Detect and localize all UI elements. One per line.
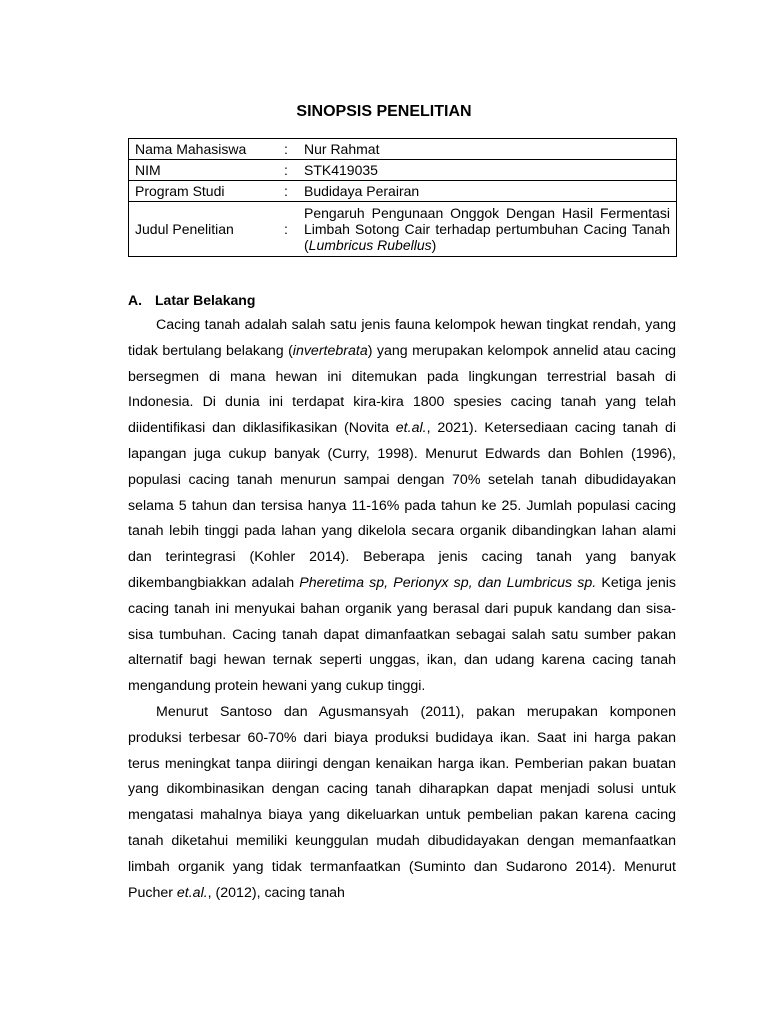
table-row [129,160,677,181]
info-table [128,138,677,257]
italic-run: invertebrata [292,342,368,359]
row-separator: : [284,139,294,160]
section-title: Latar Belakang [155,292,256,308]
text-run: Ketiga jenis cacing tanah ini menyukai bahan organik yang berasal dari pupuk kandang dan sisa-sisa tumbuhan. Cacing tanah dapat dimanfaatkan sebagai salah satu sumber pakan alternatif bagi hewan ternak seperti unggas, ikan, dan udang karena cacing tanah mengandung protein hewani yang cukup tinggi. [128,574,676,695]
row-label: Nama Mahasiswa [129,139,285,160]
row-separator: : [284,181,294,202]
row-label: Judul Penelitian [129,202,285,257]
title-text: Pengaruh Pengunaan Onggok Dengan Hasil Fermentasi Limbah Sotong Cair terhadap pertumbuhan Cacing Tanah ( [304,205,670,253]
table-row [129,139,677,160]
row-value: STK419035 [294,160,677,181]
section-heading [128,292,255,308]
paragraph-1 [128,313,676,700]
text-run: ) yang merupakan kelompok annelid atau cacing bersegmen di mana hewan ini ditemukan pada lingkungan terrestrial basah di Indonesia. Di dunia ini terdapat kira-kira 1800 spesies cacing tanah yang telah diidentifikasi dan diklasifikasikan (Novita [128,342,676,437]
body-text [128,313,676,906]
table-row [129,202,677,257]
row-label: Program Studi [129,181,285,202]
row-value: Nur Rahmat [294,139,677,160]
species-name: Lumbricus Rubellus [308,237,432,253]
italic-run: Pheretima sp, Perionyx sp, dan Lumbricus sp. [299,574,597,591]
row-label: NIM [129,160,285,181]
table-row [129,181,677,202]
row-value: Budidaya Perairan [294,181,677,202]
text-run: Menurut Santoso dan Agusmansyah (2011), pakan merupakan komponen produksi terbesar 60-70% dari biaya produksi budidaya ikan. Saat ini harga pakan terus meningkat tanpa diiringi dengan kenaikan harga ikan. Pemberian pakan buatan yang dikombinasikan dengan cacing tanah diharapkan dapat menjadi solusi untuk mengatasi mahalnya biaya yang dikeluarkan untuk pembelian pakan karena cacing tanah diketahui memiliki keunggulan mudah dibudidayakan dengan memanfaatkan limbah organik yang tidak termanfaatkan (Suminto dan Sudarono 2014). Menurut Pucher [128,703,676,901]
text-run: , (2012), cacing tanah [207,884,345,901]
row-separator: : [284,202,294,257]
italic-run: et.al. [176,884,208,901]
text-run: Cacing tanah adalah salah satu jenis fauna kelompok hewan tingkat rendah, yang tidak bertulang belakang ( [128,317,676,359]
paragraph-2 [128,700,676,906]
row-separator: : [284,160,294,181]
italic-run: et.al. [395,420,427,437]
text-run: , 2021). Ketersediaan cacing tanah di lapangan juga cukup banyak (Curry, 1998). Menurut Edwards dan Bohlen (1996), populasi cacing tanah menurun sampai dengan 70% setelah tanah dibudidayakan selama 5 tahun dan tersisa hanya 11-16% pada tahun ke 25. Jumlah populasi cacing tanah lebih tinggi pada lahan yang dikelola secara organik dibandingkan lahan alami dan terintegrasi (Kohler 2014). Beberapa jenis cacing tanah yang banyak dikembangbiakkan adalah [128,420,676,591]
title-text-end: ) [431,237,437,253]
research-title-value [294,202,677,257]
section-number: A. [128,292,142,308]
document-title: SINOPSIS PENELITIAN [296,103,472,120]
